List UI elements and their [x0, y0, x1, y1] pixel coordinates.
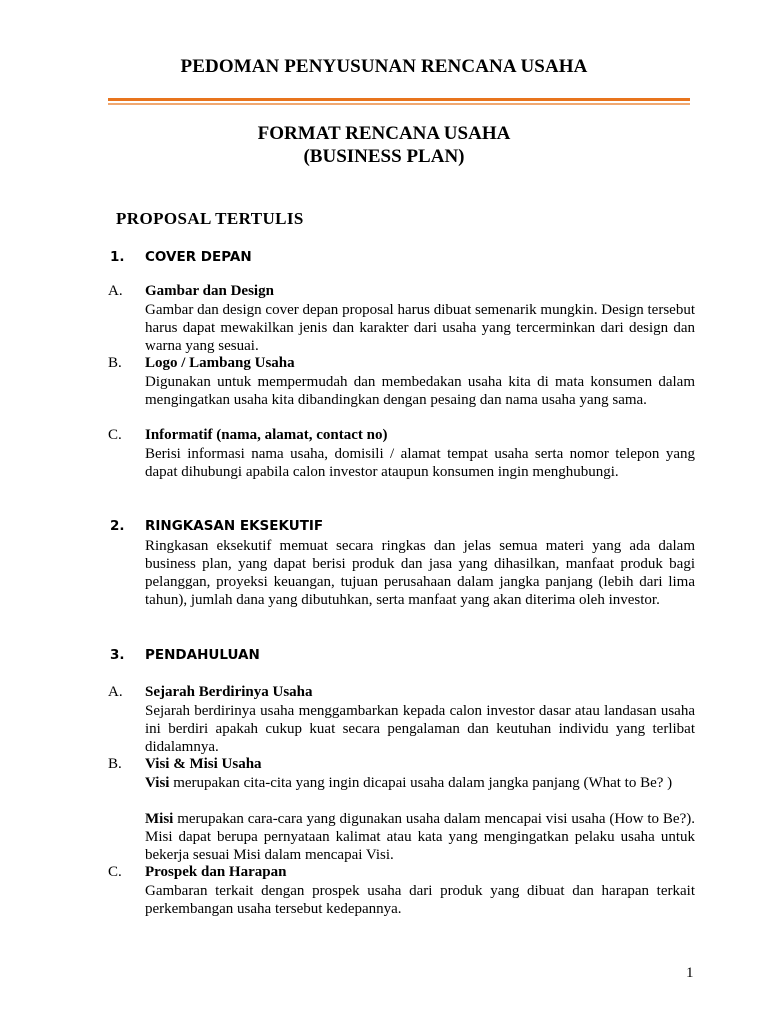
page-number: 1: [686, 965, 694, 981]
item-letter: B.: [108, 355, 122, 371]
title-divider-line: [108, 98, 690, 101]
title-divider-line-shadow: [108, 103, 690, 105]
section-number: 1.: [110, 249, 125, 265]
paragraph-misi: [145, 810, 695, 864]
visi-text: merupakan cita-cita yang ingin dicapai usaha dalam jangka panjang (What to Be? ): [169, 775, 673, 791]
section-title-cover: COVER DEPAN: [145, 249, 252, 265]
item-title-sejarah: Sejarah Berdirinya Usaha: [145, 684, 313, 700]
paragraph-sejarah: Sejarah berdirinya usaha menggambarkan kepada calon investor dasar atau landasan usaha ini berdiri apakah cukup kuat secara pengalaman dan keutuhan individu yang terlibat didalamnya.: [145, 703, 695, 755]
proposal-heading: PROPOSAL TERTULIS: [116, 209, 304, 228]
item-letter: B.: [108, 756, 122, 772]
document-title: PEDOMAN PENYUSUNAN RENCANA USAHA: [180, 56, 588, 77]
misi-text: merupakan cara-cara yang digunakan usaha dalam mencapai visi usaha (How to Be?). Misi dapat berupa pernyataan kalimat atau kata yang mengingatkan pelaku usaha untuk bekerja sesuai Misi dalam mencapai Visi.: [145, 811, 695, 863]
format-heading-line1: FORMAT RENCANA USAHA: [257, 123, 511, 144]
section-number: 3.: [110, 647, 125, 663]
item-title-gambar: Gambar dan Design: [145, 283, 274, 299]
item-title-logo: Logo / Lambang Usaha: [145, 355, 295, 371]
item-title-informatif: Informatif (nama, alamat, contact no): [145, 427, 388, 443]
paragraph-informatif: Berisi informasi nama usaha, domisili / alamat tempat usaha serta nomor telepon yang dapat dihubungi apabila calon investor ataupun konsumen ingin menghubungi.: [145, 446, 695, 480]
format-heading: [0, 122, 768, 168]
paragraph-visi: [145, 774, 695, 792]
item-title-visi-misi: Visi & Misi Usaha: [145, 756, 262, 772]
item-letter: C.: [108, 864, 122, 880]
item-title-prospek: Prospek dan Harapan: [145, 864, 287, 880]
visi-label: Visi: [145, 775, 170, 791]
item-letter: A.: [108, 684, 123, 700]
format-heading-line2: (BUSINESS PLAN): [303, 146, 465, 167]
paragraph-gambar: Gambar dan design cover depan proposal harus dibuat semenarik mungkin. Design tersebut harus dapat mewakilkan jenis dan karakter dari usaha yang tercerminkan dari design dan warna yang sesuai.: [145, 302, 695, 354]
section-title-pendahuluan: PENDAHULUAN: [145, 647, 260, 663]
section-number: 2.: [110, 518, 125, 534]
paragraph-logo: Digunakan untuk mempermudah dan membedakan usaha kita di mata konsumen dalam mengingatkan usaha kita dibandingkan dengan pesaing dan nama usaha yang sama.: [145, 374, 695, 408]
item-letter: A.: [108, 283, 123, 299]
paragraph-prospek: Gambaran terkait dengan prospek usaha dari produk yang dibuat dan harapan terkait perkembangan usaha tersebut kedepannya.: [145, 883, 695, 917]
misi-label: Misi: [145, 811, 174, 827]
item-letter: C.: [108, 427, 122, 443]
paragraph-ringkasan: Ringkasan eksekutif memuat secara ringkas dan jelas semua materi yang ada dalam business plan, yang dapat berisi produk dan jasa yang dihasilkan, manfaat produk bagi pelanggan, proyeksi keuangan, tujuan perusahaan dalam jangka panjang (lebih dari lima tahun), jumlah dana yang dibutuhkan, serta manfaat yang akan diterima oleh investor.: [145, 538, 695, 608]
section-title-ringkasan: RINGKASAN EKSEKUTIF: [145, 518, 324, 534]
